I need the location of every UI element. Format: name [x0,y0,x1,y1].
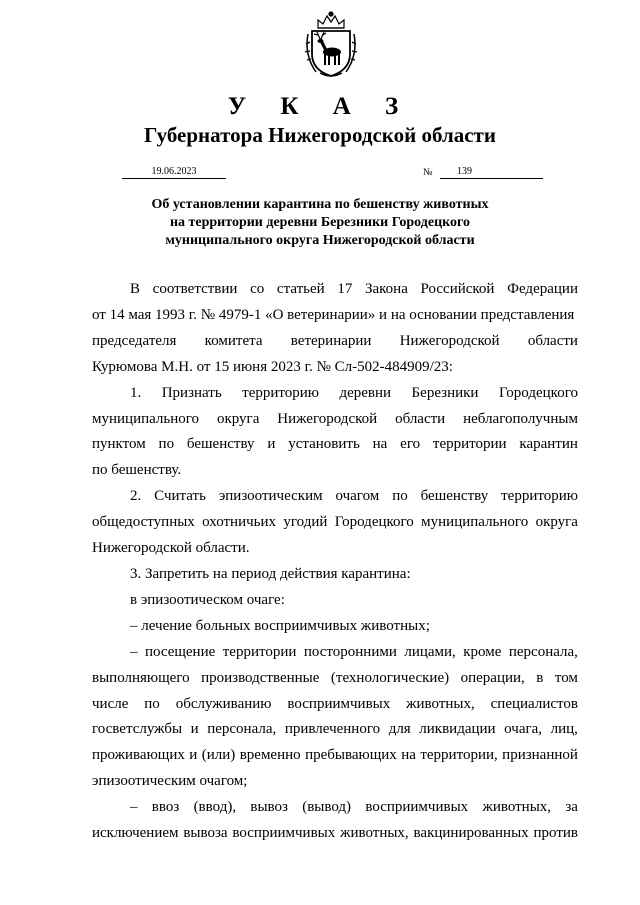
document-subject [100,196,540,250]
word: неблагополучным [463,410,578,427]
word: том [554,669,578,686]
document-number: 139 [440,165,543,179]
word: муниципального [92,410,200,427]
body-line: от 14 мая 1993 г. № 4979-1 «О ветеринарии» и на основании представления [92,306,575,323]
word: ввоз [151,799,180,816]
body-line [92,432,578,458]
word: по [158,436,175,453]
word: восприимчивых [232,825,336,842]
word: в [536,669,544,686]
word: против [533,825,578,842]
word: 17 [337,281,353,297]
word: Городецкого [498,384,578,401]
body-line: Курюмова М.Н. от 15 июня 2023 г. № Сл-502-484909/23: [92,358,453,375]
subject-line: муниципального округа Нижегородской области [165,233,475,248]
body-line [92,407,578,433]
word: числе [92,695,129,712]
word: председателя [92,332,177,349]
word: округа [216,410,260,427]
word: лицами, [404,643,456,660]
word: (вывод) [302,799,352,816]
body-line [92,692,578,718]
word: со [250,281,265,297]
word: госветслужбы [92,721,183,738]
body-line [92,329,578,355]
body-line [92,795,578,821]
word: пребывающих [305,747,397,764]
word: (или) [201,747,236,764]
word: угодий [283,514,328,531]
paragraph-item-3: 3. Запретить на период действия карантина: [130,565,411,582]
word: посторонними [303,643,397,660]
word: В [130,281,141,297]
word: по [144,695,160,712]
word: ветеринарии [290,332,372,349]
number-sign: № [423,167,433,178]
body-line: по бешенству. [92,462,182,479]
word: деревни [339,384,392,401]
word: области [395,410,446,427]
word: и [189,747,198,764]
subject-line: на территории деревни Березники Городецкого [169,215,471,230]
word: вакцинированных [413,825,529,842]
body-line [92,821,578,847]
paragraph-ban-visits [92,640,578,795]
word: Признать [161,384,222,401]
word: на [372,436,388,453]
word: животных, [340,825,409,842]
word: животных, [406,695,475,712]
paragraph-focus-heading: в эпизоотическом очаге: [130,591,285,608]
body-line: эпизоотическим очагом; [92,773,248,790]
body-line [92,640,578,666]
word: бешенству [186,436,255,453]
word: животных, [482,799,552,816]
word: Березники [411,384,479,401]
paragraph-ban-treatment: – лечение больных восприимчивых животных; [130,617,430,634]
word: 2. [130,488,142,505]
word: статьей [276,281,325,297]
document-body [92,277,578,847]
word: эпизоотическим [218,488,323,505]
word: округа [535,514,578,531]
word: пунктом [92,436,146,453]
word: охотничьих [202,514,277,531]
document-date: 19.06.2023 [122,165,226,179]
body-line [92,510,578,536]
paragraph-item-1 [92,381,578,485]
word: территории [432,436,507,453]
word: привлеченного [284,721,381,738]
document-type-title: У К А З [227,93,413,120]
word: территории, [420,747,498,764]
word: комитета [204,332,263,349]
word: территорию [501,488,578,505]
word: вывоз [250,799,288,816]
word: выполняющего [92,669,190,686]
body-line: Нижегородской области. [92,540,250,557]
coat-of-arms-emblem [302,10,360,80]
word: восприимчивых [287,695,391,712]
word: (технологические) [330,669,450,686]
word: обслуживанию [175,695,272,712]
word: восприимчивых [365,799,469,816]
word: территорию [242,384,320,401]
body-line [92,743,578,769]
word: специалистов [490,695,578,712]
word: бешенству [420,488,489,505]
word: Считать [154,488,206,505]
word: Нижегородской [399,332,500,349]
body-line [92,381,578,407]
word: по [392,488,408,505]
word: (ввод), [193,799,237,816]
word: персонала, [508,643,578,660]
word: территории [222,643,297,660]
word: лиц, [550,721,578,738]
word: общедоступных [92,514,195,531]
word: соответствии [152,281,238,297]
body-line [92,666,578,692]
word: за [565,799,578,816]
word: посещение [144,643,216,660]
word: карантин [519,436,578,453]
body-line [92,277,578,303]
word: очагом [335,488,380,505]
word: Городецкого [334,514,414,531]
word: очага, [504,721,543,738]
word: временно [239,747,301,764]
paragraph-ban-import-export [92,795,578,847]
word: признанной [502,747,578,764]
word: персонала, [207,721,277,738]
word: его [400,436,421,453]
word: и [190,721,199,738]
body-line [92,717,578,743]
word: Российской [420,281,495,297]
word: и [267,436,276,453]
word: области [527,332,578,349]
body-line [92,484,578,510]
word: Закона [364,281,408,297]
word: муниципального [421,514,529,531]
word: кроме [463,643,502,660]
word: Нижегородской [277,410,378,427]
word: производственные [201,669,320,686]
word: установить [288,436,360,453]
word: Федерации [507,281,578,297]
word: ликвидации [419,721,496,738]
word: проживающих [92,747,185,764]
subject-line: Об установлении карантина по бешенству животных [151,197,489,212]
word: для [388,721,411,738]
issuer-title: Губернатора Нижегородской области [144,123,496,147]
word: – [130,643,138,660]
word: на [401,747,416,764]
word: – [130,799,138,816]
paragraph-preamble [92,277,578,381]
word: операции, [460,669,525,686]
word: 1. [130,384,142,401]
word: исключением [92,825,179,842]
word: вывоза [183,825,228,842]
paragraph-item-2 [92,484,578,562]
